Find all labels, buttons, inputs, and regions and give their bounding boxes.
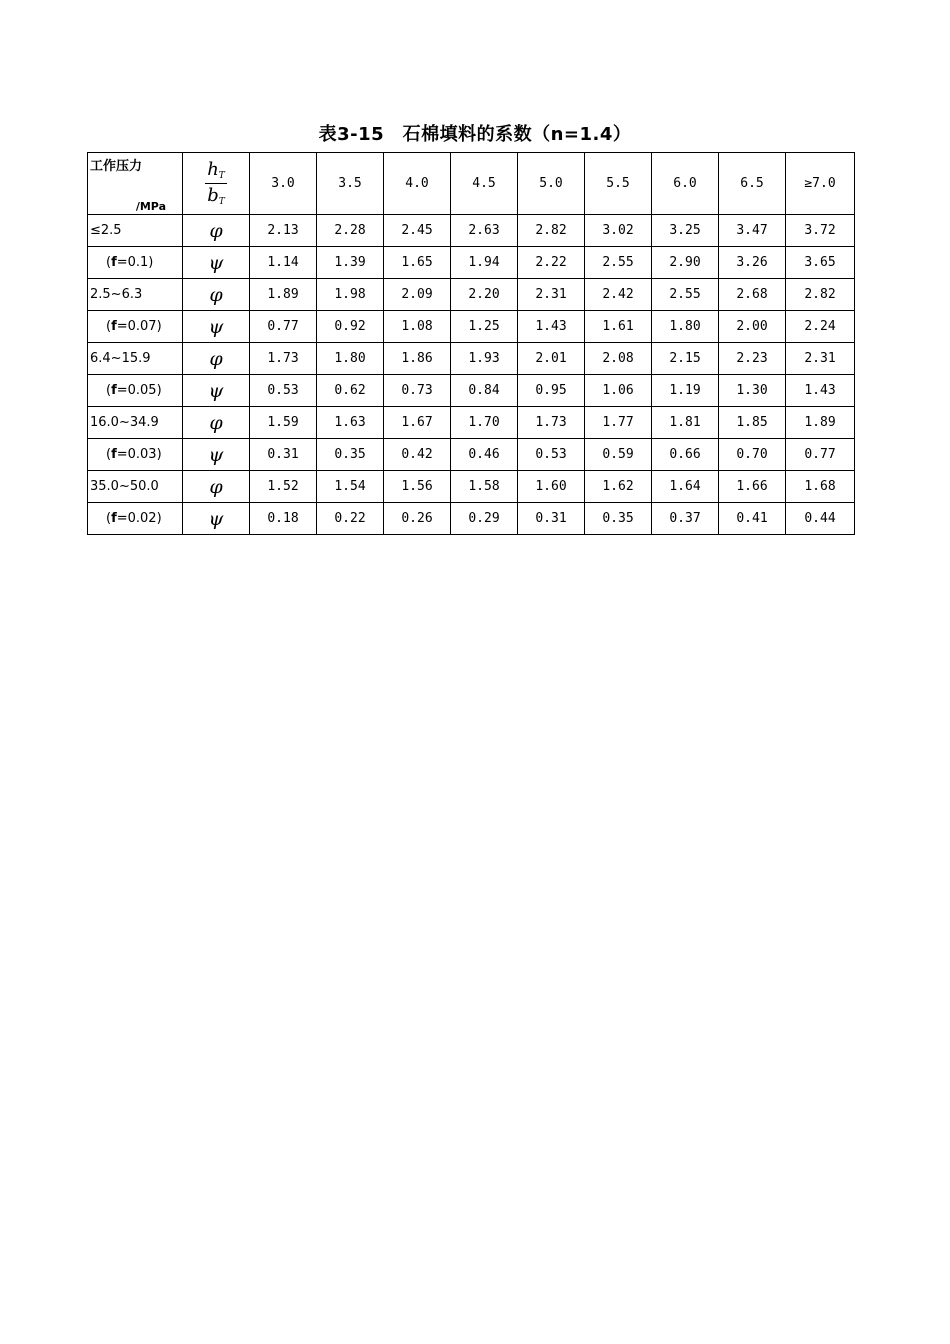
phi-value-cell: 2.23 <box>719 343 786 375</box>
psi-symbol: ψ <box>208 507 224 530</box>
ratio-fraction <box>205 158 227 207</box>
friction-open-paren: ( <box>106 511 112 526</box>
pressure-range-cell <box>88 343 183 375</box>
psi-symbol-cell <box>183 247 250 279</box>
phi-value-cell: 1.77 <box>585 407 652 439</box>
pressure-range: 35.0~50.0 <box>90 479 159 494</box>
psi-value-cell: 0.22 <box>317 503 384 535</box>
friction-symbol: f <box>111 383 117 398</box>
phi-value-cell: 3.72 <box>786 215 855 247</box>
psi-value-cell: 2.22 <box>518 247 585 279</box>
phi-symbol-cell <box>183 215 250 247</box>
psi-value-cell: 0.42 <box>384 439 451 471</box>
psi-symbol-cell <box>183 375 250 407</box>
psi-value-cell: 2.90 <box>652 247 719 279</box>
psi-value-cell: 2.00 <box>719 311 786 343</box>
psi-value-cell: 1.65 <box>384 247 451 279</box>
phi-value-cell: 2.15 <box>652 343 719 375</box>
psi-value-cell: 0.66 <box>652 439 719 471</box>
phi-symbol: φ <box>209 347 223 370</box>
ratio-header-cell <box>183 153 250 215</box>
column-header: 4.5 <box>451 153 518 215</box>
column-header: 3.5 <box>317 153 384 215</box>
psi-value-cell: 0.41 <box>719 503 786 535</box>
friction-value: =0.1) <box>116 255 154 270</box>
phi-value-cell: 3.25 <box>652 215 719 247</box>
coefficient-table <box>87 152 855 535</box>
psi-value-cell: 0.35 <box>585 503 652 535</box>
table-row-phi <box>88 407 855 439</box>
table-title: 表3-15 石棉填料的系数（n=1.4） <box>318 124 632 145</box>
phi-value-cell: 2.63 <box>451 215 518 247</box>
psi-value-cell: 0.29 <box>451 503 518 535</box>
psi-symbol: ψ <box>208 379 224 402</box>
phi-value-cell: 2.01 <box>518 343 585 375</box>
phi-symbol: φ <box>209 411 223 434</box>
phi-symbol: φ <box>209 219 223 242</box>
friction-open-paren: ( <box>106 255 112 270</box>
phi-symbol-cell <box>183 279 250 311</box>
phi-value-cell: 3.47 <box>719 215 786 247</box>
column-header: ≥7.0 <box>786 153 855 215</box>
phi-value-cell: 3.02 <box>585 215 652 247</box>
psi-value-cell: 0.53 <box>250 375 317 407</box>
friction-symbol: f <box>111 255 117 270</box>
table-row-phi <box>88 471 855 503</box>
column-header: 6.5 <box>719 153 786 215</box>
phi-value-cell: 2.09 <box>384 279 451 311</box>
psi-value-cell: 2.55 <box>585 247 652 279</box>
friction-cell <box>88 375 183 407</box>
pressure-range-cell <box>88 407 183 439</box>
psi-value-cell: 1.25 <box>451 311 518 343</box>
friction-open-paren: ( <box>106 383 112 398</box>
table-row-phi <box>88 215 855 247</box>
phi-value-cell: 1.73 <box>518 407 585 439</box>
phi-value-cell: 2.31 <box>786 343 855 375</box>
psi-value-cell: 1.39 <box>317 247 384 279</box>
friction-symbol: f <box>111 447 117 462</box>
psi-symbol: ψ <box>208 443 224 466</box>
phi-value-cell: 1.89 <box>250 279 317 311</box>
phi-value-cell: 1.98 <box>317 279 384 311</box>
psi-value-cell: 0.53 <box>518 439 585 471</box>
phi-value-cell: 1.52 <box>250 471 317 503</box>
pressure-range: ≤2.5 <box>90 223 122 238</box>
psi-value-cell: 1.80 <box>652 311 719 343</box>
pressure-range-cell <box>88 215 183 247</box>
psi-value-cell: 1.43 <box>518 311 585 343</box>
pressure-header-cell <box>88 153 183 215</box>
phi-value-cell: 1.56 <box>384 471 451 503</box>
friction-symbol: f <box>111 511 117 526</box>
table-row-psi <box>88 247 855 279</box>
psi-value-cell: 0.37 <box>652 503 719 535</box>
psi-value-cell: 0.35 <box>317 439 384 471</box>
psi-value-cell: 3.26 <box>719 247 786 279</box>
phi-value-cell: 1.64 <box>652 471 719 503</box>
phi-value-cell: 1.68 <box>786 471 855 503</box>
phi-value-cell: 2.28 <box>317 215 384 247</box>
psi-value-cell: 1.19 <box>652 375 719 407</box>
psi-value-cell: 0.77 <box>250 311 317 343</box>
phi-value-cell: 1.93 <box>451 343 518 375</box>
psi-symbol-cell <box>183 503 250 535</box>
psi-value-cell: 0.46 <box>451 439 518 471</box>
psi-value-cell: 0.70 <box>719 439 786 471</box>
phi-value-cell: 1.86 <box>384 343 451 375</box>
table-row-psi <box>88 439 855 471</box>
phi-value-cell: 2.20 <box>451 279 518 311</box>
column-header: 4.0 <box>384 153 451 215</box>
phi-value-cell: 2.13 <box>250 215 317 247</box>
phi-value-cell: 1.85 <box>719 407 786 439</box>
phi-value-cell: 2.68 <box>719 279 786 311</box>
psi-value-cell: 0.44 <box>786 503 855 535</box>
psi-value-cell: 3.65 <box>786 247 855 279</box>
psi-value-cell: 0.84 <box>451 375 518 407</box>
ratio-denominator: b <box>207 184 219 206</box>
psi-symbol: ψ <box>208 315 224 338</box>
psi-value-cell: 0.31 <box>518 503 585 535</box>
phi-value-cell: 1.67 <box>384 407 451 439</box>
table-row-psi <box>88 375 855 407</box>
friction-value: =0.02) <box>116 511 162 526</box>
psi-value-cell: 1.08 <box>384 311 451 343</box>
psi-value-cell: 1.94 <box>451 247 518 279</box>
phi-value-cell: 1.81 <box>652 407 719 439</box>
psi-value-cell: 0.26 <box>384 503 451 535</box>
friction-cell <box>88 247 183 279</box>
table-row-phi <box>88 279 855 311</box>
friction-cell <box>88 439 183 471</box>
phi-value-cell: 2.82 <box>518 215 585 247</box>
phi-value-cell: 2.42 <box>585 279 652 311</box>
phi-value-cell: 1.62 <box>585 471 652 503</box>
psi-value-cell: 0.77 <box>786 439 855 471</box>
pressure-range: 2.5~6.3 <box>90 287 143 302</box>
psi-value-cell: 1.06 <box>585 375 652 407</box>
psi-symbol-cell <box>183 311 250 343</box>
psi-value-cell: 1.30 <box>719 375 786 407</box>
column-header: 5.0 <box>518 153 585 215</box>
phi-symbol: φ <box>209 475 223 498</box>
psi-value-cell: 0.92 <box>317 311 384 343</box>
friction-open-paren: ( <box>106 319 112 334</box>
phi-value-cell: 1.73 <box>250 343 317 375</box>
pressure-range-cell <box>88 471 183 503</box>
phi-value-cell: 1.66 <box>719 471 786 503</box>
phi-symbol-cell <box>183 407 250 439</box>
psi-value-cell: 1.61 <box>585 311 652 343</box>
psi-symbol: ψ <box>208 251 224 274</box>
friction-value: =0.05) <box>116 383 162 398</box>
phi-value-cell: 2.55 <box>652 279 719 311</box>
phi-value-cell: 1.89 <box>786 407 855 439</box>
phi-symbol-cell <box>183 471 250 503</box>
psi-value-cell: 1.43 <box>786 375 855 407</box>
pressure-range-cell <box>88 279 183 311</box>
psi-value-cell: 0.95 <box>518 375 585 407</box>
phi-value-cell: 2.82 <box>786 279 855 311</box>
friction-cell <box>88 311 183 343</box>
phi-value-cell: 1.58 <box>451 471 518 503</box>
ratio-numerator-sub: T <box>218 170 225 181</box>
column-header: 6.0 <box>652 153 719 215</box>
phi-value-cell: 2.45 <box>384 215 451 247</box>
phi-value-cell: 2.08 <box>585 343 652 375</box>
ratio-denominator-sub: T <box>218 196 225 207</box>
psi-value-cell: 0.18 <box>250 503 317 535</box>
phi-value-cell: 1.80 <box>317 343 384 375</box>
table-row-psi <box>88 311 855 343</box>
friction-cell <box>88 503 183 535</box>
column-header: 3.0 <box>250 153 317 215</box>
pressure-unit: /MPa <box>135 200 166 213</box>
header-row <box>88 153 855 215</box>
psi-value-cell: 0.62 <box>317 375 384 407</box>
column-header: 5.5 <box>585 153 652 215</box>
phi-value-cell: 1.60 <box>518 471 585 503</box>
psi-value-cell: 0.59 <box>585 439 652 471</box>
friction-value: =0.07) <box>116 319 162 334</box>
phi-value-cell: 1.70 <box>451 407 518 439</box>
phi-value-cell: 1.63 <box>317 407 384 439</box>
friction-value: =0.03) <box>116 447 162 462</box>
pressure-range: 16.0~34.9 <box>90 415 159 430</box>
ratio-numerator: h <box>207 158 219 180</box>
psi-value-cell: 1.14 <box>250 247 317 279</box>
phi-value-cell: 1.54 <box>317 471 384 503</box>
friction-open-paren: ( <box>106 447 112 462</box>
table-row-phi <box>88 343 855 375</box>
friction-symbol: f <box>111 319 117 334</box>
psi-value-cell: 0.73 <box>384 375 451 407</box>
pressure-range: 6.4~15.9 <box>90 351 151 366</box>
phi-value-cell: 2.31 <box>518 279 585 311</box>
phi-value-cell: 1.59 <box>250 407 317 439</box>
psi-value-cell: 0.31 <box>250 439 317 471</box>
psi-value-cell: 2.24 <box>786 311 855 343</box>
table-row-psi <box>88 503 855 535</box>
phi-symbol: φ <box>209 283 223 306</box>
phi-symbol-cell <box>183 343 250 375</box>
psi-symbol-cell <box>183 439 250 471</box>
pressure-label: 工作压力 <box>90 159 143 174</box>
